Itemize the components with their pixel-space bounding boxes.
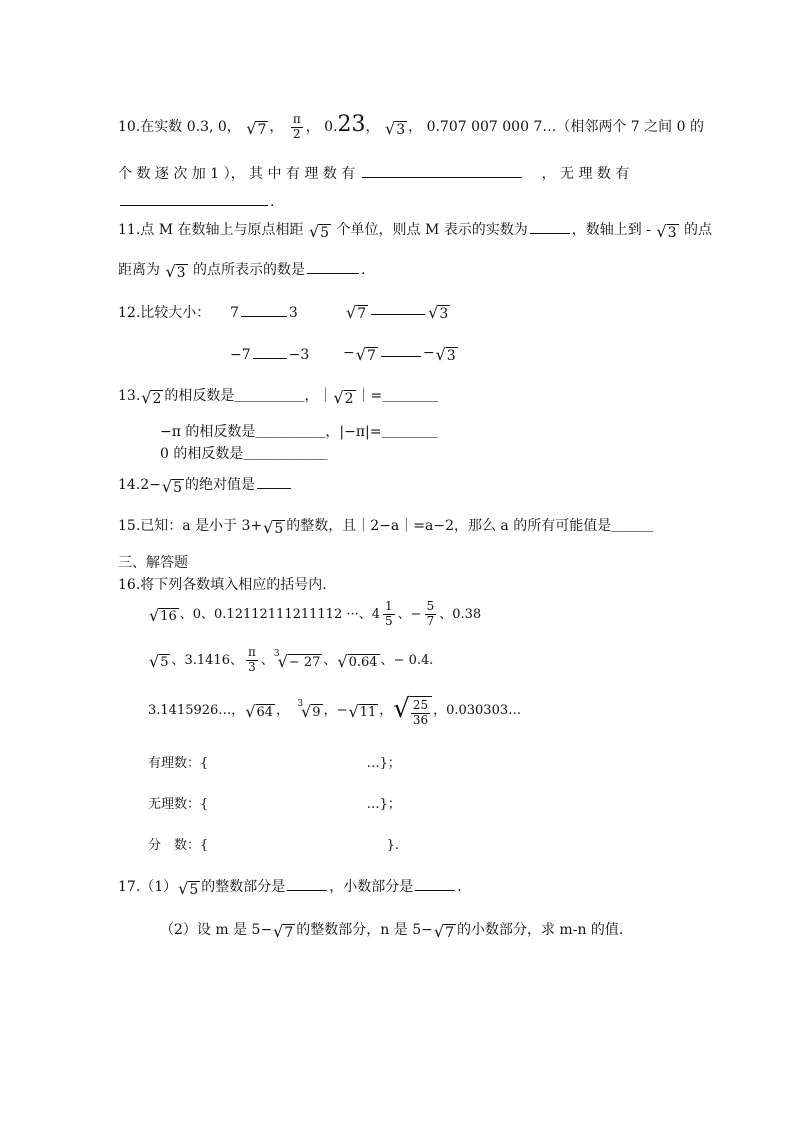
q16-r3-text-e: ，0.030303…: [433, 703, 522, 718]
q16-row1: [148, 600, 481, 629]
q14-line: [118, 477, 293, 495]
answer-blank[interactable]: [415, 890, 455, 891]
sqrt-2: √ 2: [333, 388, 354, 407]
fraction-end: }.: [386, 838, 399, 853]
section-heading: 三、解答题: [118, 555, 188, 571]
cube-root-neg27: √ − 27: [277, 651, 321, 671]
sqrt-3: √ 3: [428, 303, 449, 322]
cube-root-9: √ 9: [301, 702, 321, 721]
answer-blank[interactable]: [257, 488, 291, 489]
q16-r1-text-b: 、−: [397, 606, 422, 622]
q11-line2: 距离为 √ 3 的点所表示的数是 .: [118, 262, 366, 281]
q10-line2b-text: ， 无 理 数 有: [541, 166, 630, 182]
q16-r3-text-b: ，: [276, 703, 290, 718]
sqrt-7: √ 7: [355, 345, 376, 364]
q13-line2-text: −π 的相反数是＿＿＿＿＿，|−π|=＿＿＿＿: [160, 424, 438, 440]
answer-blank[interactable]: [371, 314, 425, 315]
irrational-numbers-row: [148, 797, 401, 813]
answer-blank[interactable]: [381, 356, 421, 357]
q12-c1: −7: [230, 347, 251, 363]
q16-r3-text-c: ，−: [323, 703, 348, 718]
q11-text-d: 的点: [684, 222, 712, 238]
sqrt-5: √ 5: [178, 879, 199, 898]
answer-blank[interactable]: [253, 358, 287, 359]
answer-blank[interactable]: [307, 273, 359, 274]
sqrt-2: √ 2: [141, 388, 162, 407]
q11-text-c: ，数轴上到 -: [571, 222, 651, 238]
q12-label: 12.比较大小：: [118, 305, 211, 321]
q13-num: 13.: [118, 388, 141, 404]
fraction-1-5: $\frac{1}{5}$: [385, 599, 393, 628]
q17-part1: 17.（1） √ 5 的整数部分是 ，小数部分是 .: [118, 879, 462, 898]
q11-text-a: 11.点 M 在数轴上与原点相距: [118, 222, 304, 238]
answer-blank[interactable]: [287, 890, 327, 891]
q16-r3-text-a: 3.1415926…，: [148, 703, 245, 718]
cube-root-index: 3: [297, 699, 304, 709]
q14-text-a: 14.2−: [118, 477, 161, 493]
q10-line2: [118, 166, 629, 183]
sqrt-11: √ 11: [348, 702, 377, 721]
q11-text-e: 距离为: [118, 262, 160, 278]
q16-r2-text-d: 、− 0.4.: [380, 652, 434, 668]
sqrt-7: √ 7: [346, 303, 367, 322]
q17-p2-text-b: 的整数部分，n 是 5−: [296, 922, 433, 938]
answer-blank-irrational[interactable]: [120, 205, 268, 206]
q10-decimal: 0.707 007 000 7…（相邻两个 7 之间 0 的: [426, 119, 704, 135]
sqrt-3: √ 3: [656, 222, 677, 241]
q12-line1: [118, 305, 210, 322]
q14-text-b: 的绝对值是: [185, 477, 256, 493]
answer-blank[interactable]: [241, 316, 287, 317]
sqrt-7: √ 7: [273, 922, 294, 941]
sqrt-3: √ 3: [384, 119, 406, 138]
fraction-numbers-row: [148, 838, 399, 854]
q15-text-b: 的整数，且｜2−a｜=a−2，那么 a 的所有可能值是＿＿＿: [286, 518, 654, 534]
q16-r3-text-d: ，: [379, 703, 393, 718]
q16-title: 16.将下列各数填入相应的括号内.: [118, 577, 327, 593]
q11-text-b: 个单位，则点 M 表示的实数为: [336, 222, 528, 238]
fraction-label: 分 数：{: [148, 838, 209, 853]
q16-row2: [148, 646, 433, 675]
q12-compare-3: [230, 347, 309, 364]
q10-line3: .: [118, 194, 274, 211]
sqrt-7: √ 7: [246, 119, 267, 138]
q17-p2-text-c: 的小数部分，求 m-n 的值.: [456, 922, 624, 938]
q10-text: 10.在实数 0.3, 0，: [118, 119, 241, 135]
q12-a1: 7: [230, 305, 239, 321]
q17-p1-text-a: 17.（1）: [118, 879, 178, 895]
q17-part2: [160, 922, 623, 940]
q12-a2: 3: [288, 305, 298, 321]
sqrt-7: √ 7: [433, 922, 454, 941]
q11-text-f: 的点所表示的数是: [193, 262, 306, 278]
q13-line2: [160, 424, 437, 441]
sqrt-64: √ 64: [245, 702, 274, 721]
q12-compare-1: [230, 305, 298, 322]
q16-r1-text-c: 、0.38: [439, 606, 482, 622]
q13-line1: [118, 388, 438, 406]
q13-text-b: 的相反数是＿＿＿＿＿，｜: [164, 388, 333, 404]
answer-blank-rational[interactable]: [362, 177, 522, 178]
q10-line2-text: 个 数 逐 次 加 1 ）， 其 中 有 理 数 有: [118, 166, 356, 182]
q17-p2-text-a: （2）设 m 是 5−: [160, 922, 273, 938]
q12-compare-2: [345, 303, 451, 321]
q16-r1-text-a: 、0、0.12112111211112 ···、4: [179, 606, 381, 622]
q10-line1: 10.在实数 0.3, 0， √ 7 ， $\frac{\pi}{2}$ ， 0.23， √ 3 ， 0.707 007 000 7…（相邻两个 7 之间 0 的: [118, 111, 704, 141]
sqrt-3: √ 3: [435, 345, 456, 364]
pi-over-3: $\frac{\pi}{3}$: [247, 645, 256, 674]
q15-line: [118, 518, 653, 536]
repeating-digits: 23: [337, 112, 366, 137]
sqrt-0.64: √ 0.64: [337, 651, 378, 671]
q16-row3: [148, 696, 521, 728]
q16-r2-text-c: 、: [323, 652, 337, 668]
sqrt-16: √ 16: [149, 605, 177, 625]
sqrt-5: √ 5: [161, 477, 183, 496]
sqrt-5: √ 5: [263, 518, 284, 537]
repeating-decimal-prefix: 0.: [324, 119, 338, 135]
q11-line1: [118, 222, 712, 240]
irrational-label: 无理数：{: [148, 797, 209, 812]
fraction-5-7: $\frac{5}{7}$: [426, 599, 435, 628]
sqrt-5: √ 5: [308, 222, 330, 241]
q16-r2-text-a: 、3.1416、: [171, 652, 243, 668]
q17-p1-text-c: ，小数部分是: [329, 879, 414, 895]
sqrt-25-36: √ $\frac{25}{36}$: [393, 696, 432, 728]
q13-line3: [160, 446, 327, 463]
irrational-end: …}；: [366, 797, 401, 812]
q12-c2: −3: [288, 347, 310, 363]
q15-text-a: 15.已知：a 是小于 3+: [118, 518, 263, 534]
q13-text-c: ｜=＿＿＿＿: [356, 388, 439, 404]
q12-compare-4: [343, 345, 459, 363]
sqrt-3: √ 3: [165, 262, 186, 281]
q12-d1: −: [343, 345, 355, 361]
rational-numbers-row: [148, 756, 401, 772]
answer-blank[interactable]: [530, 233, 570, 234]
sqrt-5: √ 5: [149, 651, 169, 671]
pi-over-2: $\frac{\pi}{2}$: [292, 111, 301, 141]
q13-line3-text: 0 的相反数是＿＿＿＿＿＿: [160, 446, 328, 462]
cube-root-index: 3: [273, 648, 280, 659]
rational-label: 有理数：{: [148, 756, 209, 771]
q12-d2: −: [422, 345, 435, 361]
q17-p1-text-b: 的整数部分是: [201, 879, 286, 895]
q16-r2-text-b: 、: [260, 652, 274, 668]
rational-end: …}；: [366, 756, 401, 771]
